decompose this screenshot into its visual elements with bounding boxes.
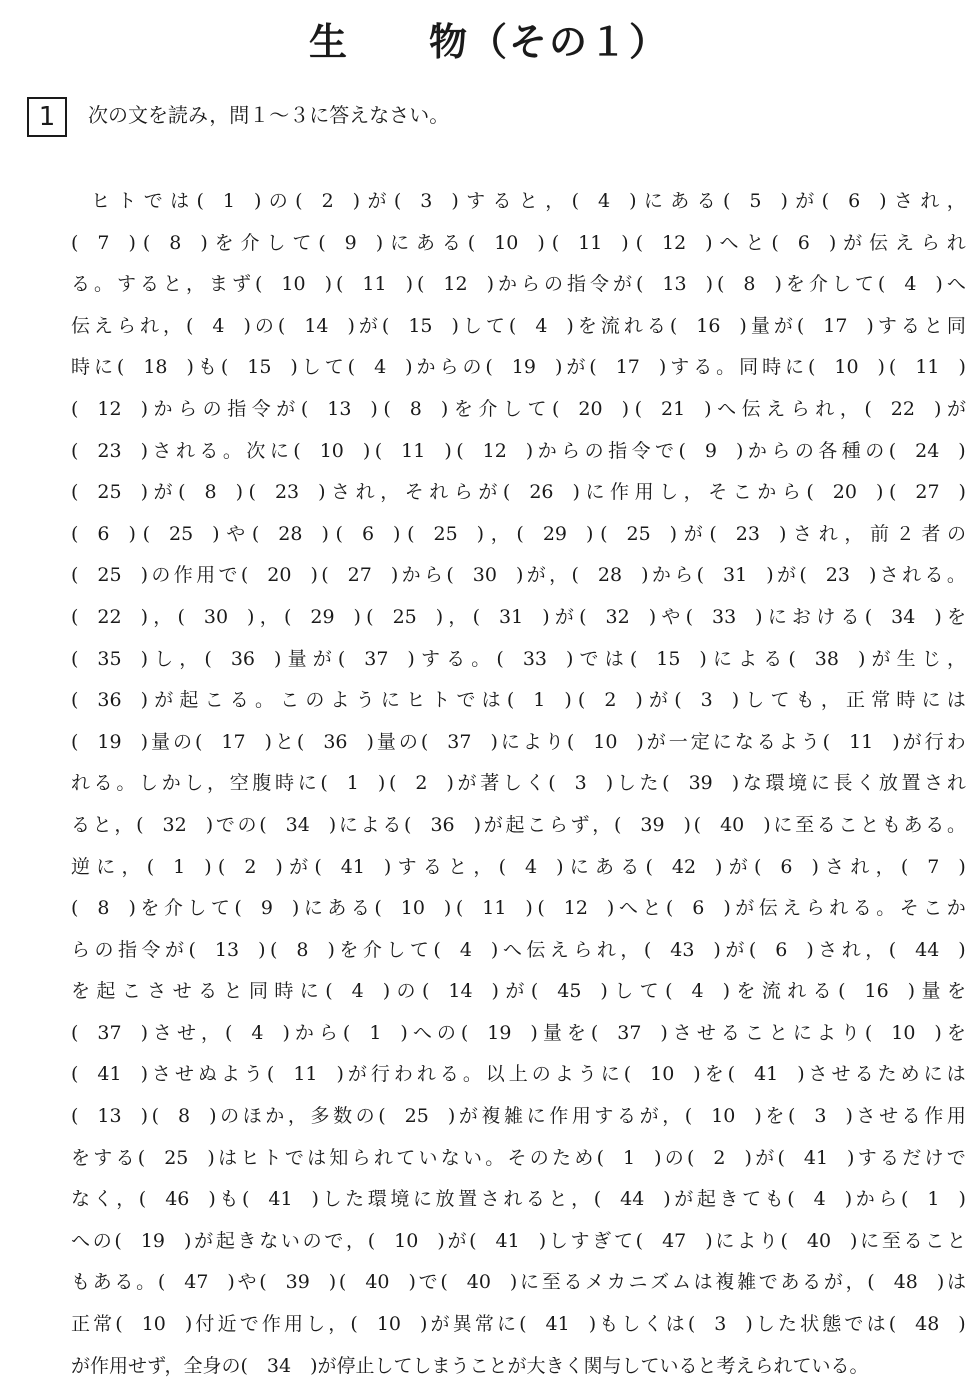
passage-line: ( 12 ) か ら の 指 令 が ( 13 ) ( 8 ) を 介 し て ( 20 ) ( 21 ) へ 伝 え ら れ ， ( 22 ) が — [71, 397, 966, 420]
passage-line: ( 35 ) し ， ( 36 ) 量 が ( 37 ) す る 。 ( 33 ) で は ( 15 ) に よ る ( 38 ) が 生 じ ， — [71, 647, 966, 670]
passage-line: る と ， ( 32 ) で の ( 34 ) に よ る ( 36 ) が 起 こ ら ず ， ( 39 ) ( 40 ) に 至 る こ と も あ る 。 — [71, 813, 966, 836]
passage-line: ( 23 ) さ れ る 。 次 に ( 10 ) ( 11 ) ( 12 ) か ら の 指 令 で ( 9 ) か ら の 各 種 の ( 24 ) — [71, 439, 966, 462]
passage-line: が作用せず，全身の( 34 )が停止してしまうことが大きく関与していると考えられている。 — [71, 1354, 869, 1377]
passage-line: ( 36 ) が 起 こ る 。 こ の よ う に ヒ ト で は ( 1 ) ( 2 ) が ( 3 ) し て も ， 正 常 時 に は — [71, 689, 966, 712]
passage — [71, 181, 966, 1387]
passage-line: 時 に ( 18 ) も ( 15 ) し て ( 4 ) か ら の ( 19 ) が ( 17 ) す る 。 同 時 に ( 10 ) ( 11 ) — [71, 356, 966, 379]
passage-line: ( 6 ) ( 25 ) や ( 28 ) ( 6 ) ( 25 ) ， ( 29 ) ( 25 ) が ( 23 ) さ れ ， 前 ２ 者 の — [71, 522, 966, 545]
passage-line: 逆 に ， ( 1 ) ( 2 ) が ( 41 ) す る と ， ( 4 ) に あ る ( 42 ) が ( 6 ) さ れ ， ( 7 ) — [71, 855, 966, 878]
passage-line: ( 7 ) ( 8 ) を 介 し て ( 9 ) に あ る ( 10 ) ( 11 ) ( 12 ) へ と ( 6 ) が 伝 え ら れ — [71, 231, 966, 254]
passage-line: 伝 え ら れ ， ( 4 ) の ( 14 ) が ( 15 ) し て ( 4 ) を 流 れ る ( 16 ) 量 が ( 17 ) す る と 同 — [71, 314, 966, 337]
passage-line: ( 22 ) ， ( 30 ) ， ( 29 ) ( 25 ) ， ( 31 ) が ( 32 ) や ( 33 ) に お け る ( 34 ) を — [71, 605, 966, 628]
passage-line: れ る 。 し か し ， 空 腹 時 に ( 1 ) ( 2 ) が 著 し く ( 3 ) し た ( 39 ) な 環 境 に 長 く 放 置 さ れ — [71, 772, 966, 795]
page-title: 生 物（その１） — [308, 19, 669, 64]
passage-line: ら の 指 令 が ( 13 ) ( 8 ) を 介 し て ( 4 ) へ 伝 え ら れ ， ( 43 ) が ( 6 ) さ れ ， ( 44 ) — [71, 938, 966, 961]
passage-line: ( 37 ) さ せ ， ( 4 ) か ら ( 1 ) へ の ( 19 ) 量 を ( 37 ) さ せ る こ と に よ り ( 10 ) を — [71, 1021, 966, 1044]
passage-line: ( 8 ) を 介 し て ( 9 ) に あ る ( 10 ) ( 11 ) ( 12 ) へ と ( 6 ) が 伝 え ら れ る 。 そ こ か — [71, 897, 966, 920]
passage-line: ( 41 ) さ せ ぬ よ う ( 11 ) が 行 わ れ る 。 以 上 の よ う に ( 10 ) を ( 41 ) さ せ る た め に は — [71, 1063, 966, 1086]
passage-line: ( 25 ) が ( 8 ) ( 23 ) さ れ ， そ れ ら が ( 26 ) に 作 用 し ， そ こ か ら ( 20 ) ( 27 ) — [71, 481, 966, 504]
question-number-box: 1 — [27, 97, 67, 137]
passage-line: ヒ ト で は ( 1 ) の ( 2 ) が ( 3 ) す る と ， ( 4 ) に あ る ( 5 ) が ( 6 ) さ れ ， — [91, 190, 966, 212]
passage-line: ( 13 ) ( 8 ) の ほ か ， 多 数 の ( 25 ) が 複 雑 に 作 用 す る が ， ( 10 ) を ( 3 ) さ せ る 作 用 — [71, 1105, 966, 1128]
passage-line: る 。 す る と ， ま ず ( 10 ) ( 11 ) ( 12 ) か ら の 指 令 が ( 13 ) ( 8 ) を 介 し て ( 4 ) へ — [71, 273, 966, 296]
passage-line: ( 19 ) 量 の ( 17 ) と ( 36 ) 量 の ( 37 ) に よ り ( 10 ) が 一 定 に な る よ う ( 11 ) が 行 わ — [71, 730, 966, 753]
passage-line: も あ る 。 ( 47 ) や ( 39 ) ( 40 ) で ( 40 ) に 至 る メ カ ニ ズ ム は 複 雑 で あ る が ， ( 48 ) は — [71, 1271, 966, 1294]
passage-line: を す る ( 25 ) は ヒ ト で は 知 ら れ て い な い 。 そ の た め ( 1 ) の ( 2 ) が ( 41 ) す る だ け で — [71, 1146, 966, 1169]
passage-line: を 起 こ さ せ る と 同 時 に ( 4 ) の ( 14 ) が ( 45 ) し て ( 4 ) を 流 れ る ( 16 ) 量 を — [71, 980, 966, 1003]
passage-line: へ の ( 19 ) が 起 き な い の で ， ( 10 ) が ( 41 ) し す ぎ て ( 47 ) に よ り ( 40 ) に 至 る こ と — [71, 1229, 966, 1252]
passage-line: 正 常 ( 10 ) 付 近 で 作 用 し ， ( 10 ) が 異 常 に ( 41 ) も し く は ( 3 ) し た 状 態 で は ( 48 ) — [71, 1313, 966, 1336]
passage-line: ( 25 ) の 作 用 で ( 20 ) ( 27 ) か ら ( 30 ) が ， ( 28 ) か ら ( 31 ) が ( 23 ) さ れ る 。 — [71, 564, 966, 587]
question-instruction: 次の文を読み，問１～３に答えなさい。 — [88, 103, 450, 127]
passage-line: な く ， ( 46 ) も ( 41 ) し た 環 境 に 放 置 さ れ る と ， ( 44 ) が 起 き て も ( 4 ) か ら ( 1 ) — [71, 1188, 966, 1211]
